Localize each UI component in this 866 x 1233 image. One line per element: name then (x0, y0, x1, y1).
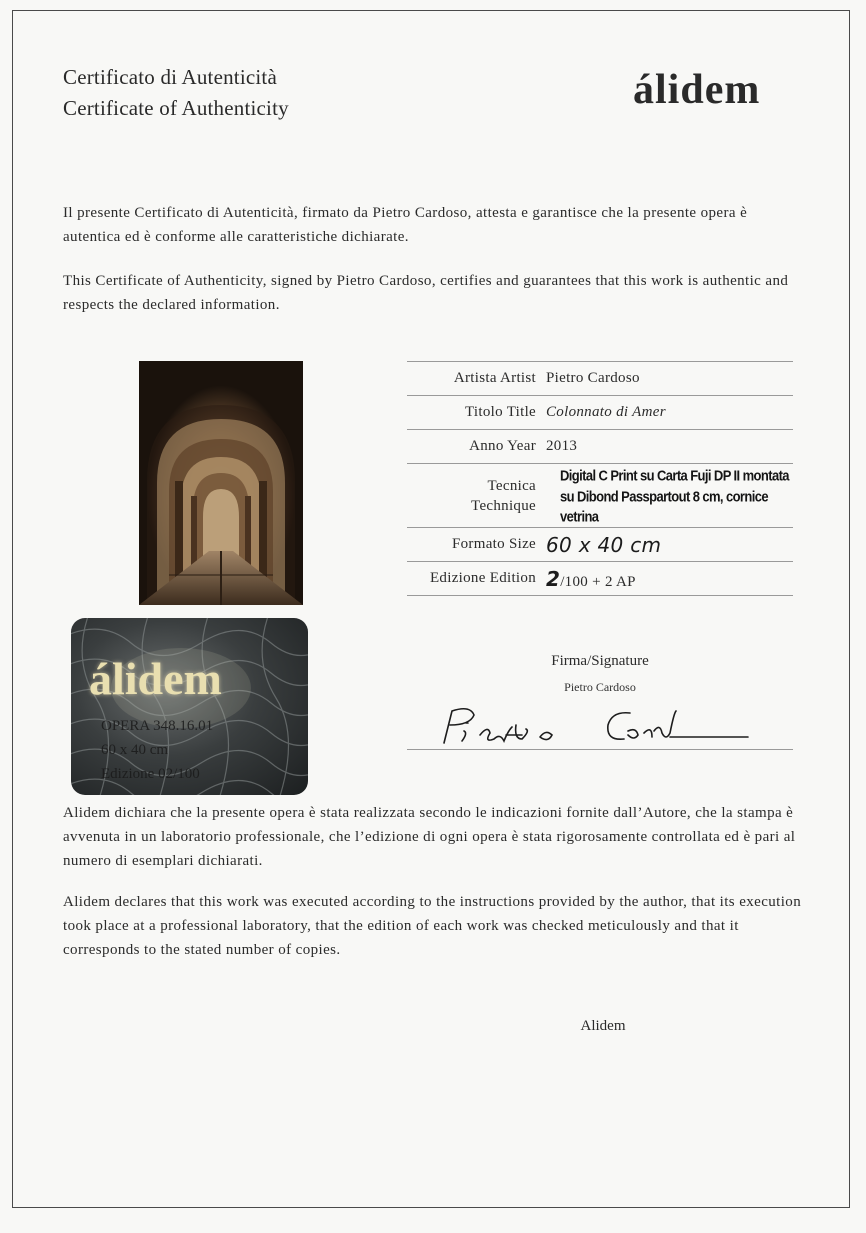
title-value: Colonnato di Amer (546, 396, 793, 430)
edition-label: Edizione Edition (407, 562, 546, 596)
edition-number-handwritten: 2 (546, 566, 561, 591)
table-row (407, 528, 793, 562)
title-block (63, 62, 289, 124)
table-row (407, 362, 793, 396)
declaration-english: Alidem declares that this work was executed according to the instructions provided by the author, that its execution took place at a professional laboratory, that the edition of each work was checked meticulously and that it corresponds to the stated number of copies. (63, 894, 802, 958)
technique-label-it: Tecnica (487, 477, 536, 494)
title-english: Certificate of Authenticity (63, 96, 289, 120)
technique-label-en: Technique (471, 497, 536, 514)
artwork-thumbnail (139, 361, 303, 605)
edition-rest: /100 + 2 AP (560, 573, 636, 590)
title-label: Titolo Title (407, 396, 546, 430)
table-row (407, 396, 793, 430)
hologram-sticker (71, 618, 308, 795)
footer-signatory: Alidem (580, 1018, 626, 1034)
signer-name: Pietro Cardoso (564, 680, 636, 694)
alidem-logo: álidem (633, 67, 761, 113)
intro-english: This Certificate of Authenticity, signed by Pietro Cardoso, certifies and guarantees that this work is authentic and respects the declared information. (63, 273, 789, 313)
hologram-logo: álidem (89, 653, 222, 704)
title-italian: Certificato di Autenticità (63, 65, 277, 89)
technique-stamp-line2: su Dibond Passpartout 8 cm, cornice vetrina (560, 487, 768, 525)
technique-stamp-line1: Digital C Print su Carta Fuji DP II montata (560, 466, 789, 484)
size-value-handwritten: 60 x 40 cm (546, 528, 793, 562)
table-row (407, 430, 793, 464)
artist-label: Artista Artist (407, 362, 546, 396)
table-row (407, 464, 793, 528)
technique-label (407, 464, 546, 528)
handwritten-signature (430, 703, 760, 753)
table-row (407, 562, 793, 596)
technique-value (546, 464, 793, 528)
hologram-serial: OPERA 348.16.01 (101, 718, 214, 734)
year-label: Anno Year (407, 430, 546, 464)
hologram-size: 60 x 40 cm (101, 742, 169, 758)
year-value: 2013 (546, 430, 793, 464)
hologram-edition: Edizione 02/100 (101, 766, 200, 782)
artist-value: Pietro Cardoso (546, 362, 793, 396)
edition-value (546, 562, 793, 596)
intro-italian: Il presente Certificato di Autenticità, firmato da Pietro Cardoso, attesta e garantisce che la presente opera è autentica ed è conforme alle caratteristiche dichiarate. (63, 205, 748, 245)
size-label: Formato Size (407, 528, 546, 562)
declaration-italian: Alidem dichiara che la presente opera è stata realizzata secondo le indicazioni fornite dall’Autore, che la stampa è avvenuta in un laboratorio professionale, che l’edizione di ogni opera è stata rigorosamente controllata ed è pari al numero di esemplari dichiarati. (63, 805, 796, 869)
artwork-details-table (407, 361, 793, 596)
page-border (12, 10, 850, 1208)
signature-label: Firma/Signature (551, 653, 649, 669)
signature-line (407, 749, 793, 750)
